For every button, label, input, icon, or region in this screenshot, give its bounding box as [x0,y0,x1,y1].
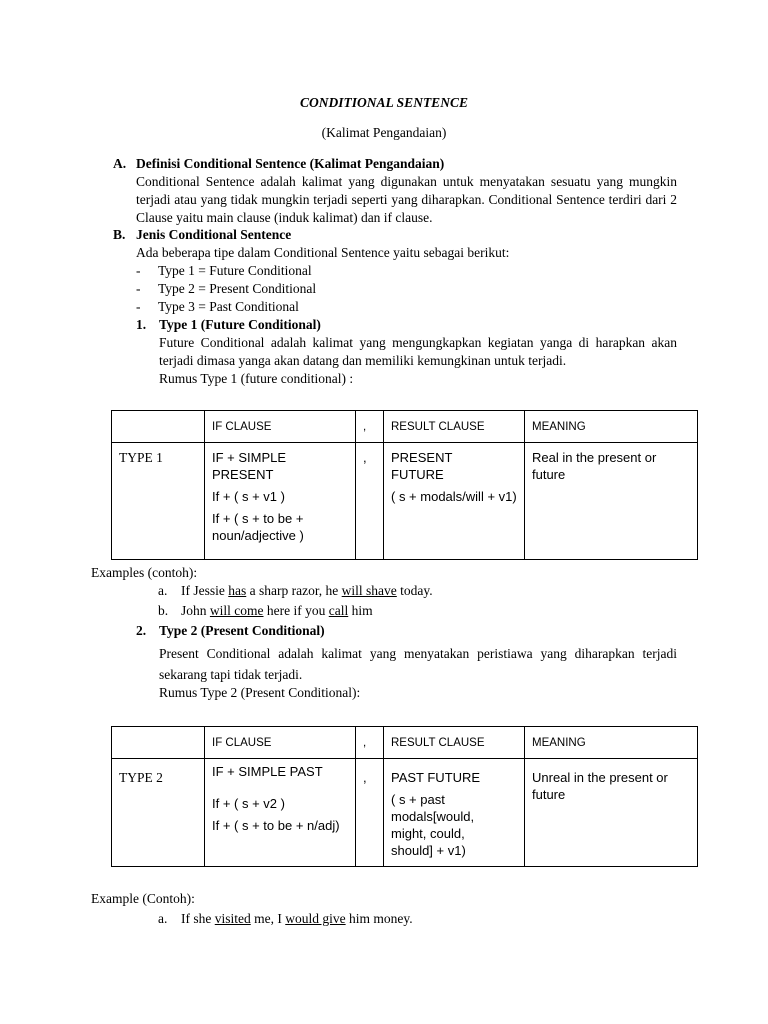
type2-marker: 2. [136,623,147,638]
table-row [112,759,698,867]
table-header-cell: , [356,727,384,759]
example-marker: a. [158,583,168,598]
table-cell-result-clause [384,759,525,867]
example-text: today. [396,583,433,598]
cell-line: PAST FUTURE [391,770,481,785]
example-text: here if you [263,603,329,618]
example-text: him [348,603,373,618]
table-cell-if-clause [205,443,356,560]
cell-line: If + ( s + v1 ) [212,489,285,504]
list-dash: - [136,281,141,296]
section-b-heading: Jenis Conditional Sentence [136,227,292,242]
table-cell-if-clause [205,759,356,867]
table-header-cell: IF CLAUSE [205,727,356,759]
type2-heading: Type 2 (Present Conditional) [159,623,325,638]
table-header-cell: , [356,411,384,443]
type1-heading: Type 1 (Future Conditional) [159,317,321,332]
example-underlined: has [228,583,247,598]
table-cell-comma: , [356,443,384,560]
list-item-type1: Type 1 = Future Conditional [158,263,312,278]
cell-line: IF + SIMPLE PAST [212,764,323,779]
table-header-cell: RESULT CLAUSE [384,727,525,759]
table-header-row [112,411,698,443]
table-header-cell: RESULT CLAUSE [384,411,525,443]
section-a-body: Conditional Sentence adalah kalimat yang digunakan untuk menyatakan sesuatu yang mungkin terjadi atau yang tidak mungkin terjadi seperti yang diharapkan. Conditional Sentence terdiri dari 2 Clause yaitu main clause (induk kalimat) dan if clause. [136,174,677,225]
example-underlined: will come [209,603,264,618]
example-sentence [181,602,373,620]
type1-table [111,410,698,560]
cell-line: If + ( s + to be + n/adj) [212,818,340,833]
example-sentence [181,910,413,928]
list-item-type2: Type 2 = Present Conditional [158,281,317,296]
table-row [112,443,698,560]
table-header-row [112,727,698,759]
example-underlined: would give [285,911,346,926]
table-header-cell [112,411,205,443]
table-header-cell [112,727,205,759]
type1-examples-label: Examples (contoh): [91,565,198,580]
list-dash: - [136,299,141,314]
example-sentence [181,582,433,600]
list-dash: - [136,263,141,278]
table-header-cell: MEANING [525,411,698,443]
table-header-cell: MEANING [525,727,698,759]
example-marker: b. [158,603,169,618]
section-a-heading: Definisi Conditional Sentence (Kalimat Pengandaian) [136,156,445,171]
type2-examples-label: Example (Contoh): [91,891,195,906]
section-b-intro: Ada beberapa tipe dalam Conditional Sentence yaitu sebagai berikut: [136,245,510,260]
cell-line: IF + SIMPLE PRESENT [212,450,287,482]
type2-rumus: Rumus Type 2 (Present Conditional): [159,685,361,700]
example-text: a sharp razor, he [246,583,342,598]
type1-body: Future Conditional adalah kalimat yang mengungkapkan kegiatan yanga di harapkan akan terjadi dimasa yanga akan datang dan memiliki kemungkinan untuk terjadi. [159,335,677,368]
table-cell-comma: , [356,759,384,867]
type2-table [111,726,698,867]
example-text: If she [181,911,215,926]
section-a-marker: A. [113,156,127,171]
page-subtitle: (Kalimat Pengandaian) [321,125,447,140]
table-header-cell: IF CLAUSE [205,411,356,443]
cell-line: If + ( s + v2 ) [212,796,285,811]
list-item-type3: Type 3 = Past Conditional [158,299,299,314]
type2-body: Present Conditional adalah kalimat yang menyatakan peristiawa yang diharapkan terjadi sekarang tapi tidak terjadi. [159,646,677,682]
table-cell-type: TYPE 1 [112,443,205,560]
example-underlined: call [328,603,349,618]
table-cell-meaning: Unreal in the present or future [525,759,698,867]
cell-line: ( s + modals/will + v1) [391,489,517,504]
page-title: CONDITIONAL SENTENCE [300,95,468,110]
example-text: him money. [345,911,413,926]
table-cell-meaning: Real in the present or future [525,443,698,560]
example-text: me, I [250,911,286,926]
example-marker: a. [158,911,168,926]
type1-rumus: Rumus Type 1 (future conditional) : [159,371,354,386]
section-b-marker: B. [113,227,126,242]
example-text: John [181,603,210,618]
cell-line: PRESENT FUTURE [391,450,453,482]
cell-line: ( s + past modals[would, might, could, should] + v1) [391,792,475,858]
type1-marker: 1. [136,317,147,332]
example-text: If Jessie [181,583,229,598]
cell-line: If + ( s + to be + noun/adjective ) [212,511,304,543]
example-underlined: visited [214,911,251,926]
table-cell-type: TYPE 2 [112,759,205,867]
example-underlined: will shave [341,583,397,598]
table-cell-result-clause [384,443,525,560]
